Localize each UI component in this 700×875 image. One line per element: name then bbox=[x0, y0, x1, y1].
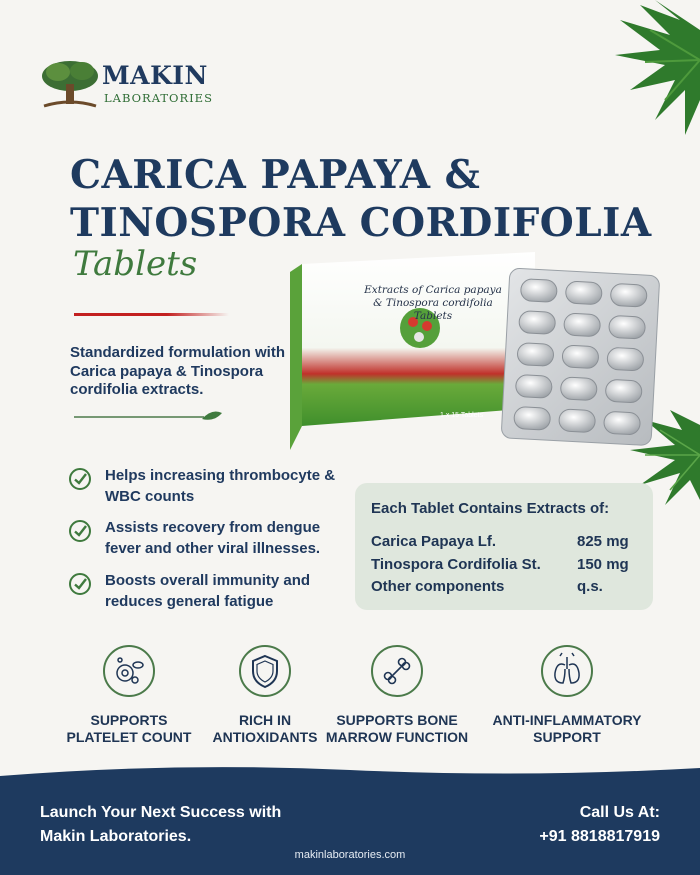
product-box-illustration bbox=[290, 250, 670, 450]
headline-line-1: CARICA PAPAYA & bbox=[70, 152, 481, 198]
ingredient-name: Carica Papaya Lf. bbox=[371, 533, 497, 550]
feature-label-line1: SUPPORTS BONE bbox=[336, 712, 458, 728]
call-label: Call Us At: bbox=[579, 804, 660, 821]
papaya-leaf-top-decoration bbox=[560, 0, 700, 140]
brand-tagline: LABORATORIES bbox=[104, 91, 213, 105]
brand-name: MAKIN bbox=[102, 61, 208, 90]
feature-label-line1: RICH IN bbox=[238, 712, 292, 728]
blood-cells-icon bbox=[105, 647, 153, 695]
phone-number[interactable]: +91 8818817919 bbox=[539, 828, 660, 845]
footer-cta-line2: Makin Laboratories. bbox=[40, 828, 192, 845]
product-image bbox=[290, 250, 670, 450]
product-pack-size: 1 x 15 Tablets bbox=[440, 412, 484, 419]
feature-label-line2: MARROW FUNCTION bbox=[325, 729, 469, 745]
accent-divider bbox=[74, 313, 229, 316]
benefit-text: Helps increasing thrombocyte & WBC counts bbox=[105, 467, 336, 505]
footer-cta bbox=[40, 801, 281, 849]
feature-label-line1: ANTI-INFLAMMATORY bbox=[492, 712, 642, 728]
headline-line-2: TINOSPORA CORDIFOLIA bbox=[70, 200, 652, 246]
ingredient-amount: 825 mg bbox=[577, 533, 629, 550]
shield-icon bbox=[241, 647, 289, 695]
feature-label-line2: SUPPORT bbox=[533, 729, 601, 745]
check-circle-icon bbox=[68, 519, 92, 543]
tree-icon bbox=[40, 58, 100, 110]
footer-contact bbox=[500, 801, 660, 849]
ingredient-name: Tinospora Cordifolia St. bbox=[371, 556, 541, 573]
benefit-text: Boosts overall immunity and reduces general fatigue bbox=[105, 572, 311, 610]
composition-title: Each Tablet Contains Extracts of: bbox=[371, 500, 610, 517]
leaf-divider bbox=[74, 410, 224, 422]
headline-subtitle: Tablets bbox=[73, 244, 198, 284]
feature-label-line2: ANTIOXIDANTS bbox=[212, 729, 318, 745]
check-circle-icon bbox=[68, 572, 92, 596]
feature-label-line1: SUPPORTS bbox=[90, 712, 168, 728]
composition-panel bbox=[355, 483, 653, 610]
intro-text: Standardized formulation with Carica papaya & Tinospora cordifolia extracts. bbox=[70, 344, 286, 398]
ingredient-amount: 150 mg bbox=[577, 556, 629, 573]
website-link[interactable]: makinlaboratories.com bbox=[294, 849, 406, 861]
ingredient-name: Other components bbox=[371, 578, 505, 595]
product-box-label: Extracts of Carica papaya & Tinospora cordifolia Tablets bbox=[364, 284, 502, 322]
lungs-icon bbox=[543, 647, 591, 695]
footer-cta-line1: Launch Your Next Success with bbox=[40, 804, 282, 821]
feature-label-line2: PLATELET COUNT bbox=[66, 729, 192, 745]
bone-icon bbox=[373, 647, 421, 695]
ingredient-amount: q.s. bbox=[577, 578, 603, 595]
benefit-text: Assists recovery from dengue fever and other viral illnesses. bbox=[105, 519, 321, 557]
brand-logo bbox=[40, 58, 213, 108]
check-circle-icon bbox=[68, 467, 92, 491]
